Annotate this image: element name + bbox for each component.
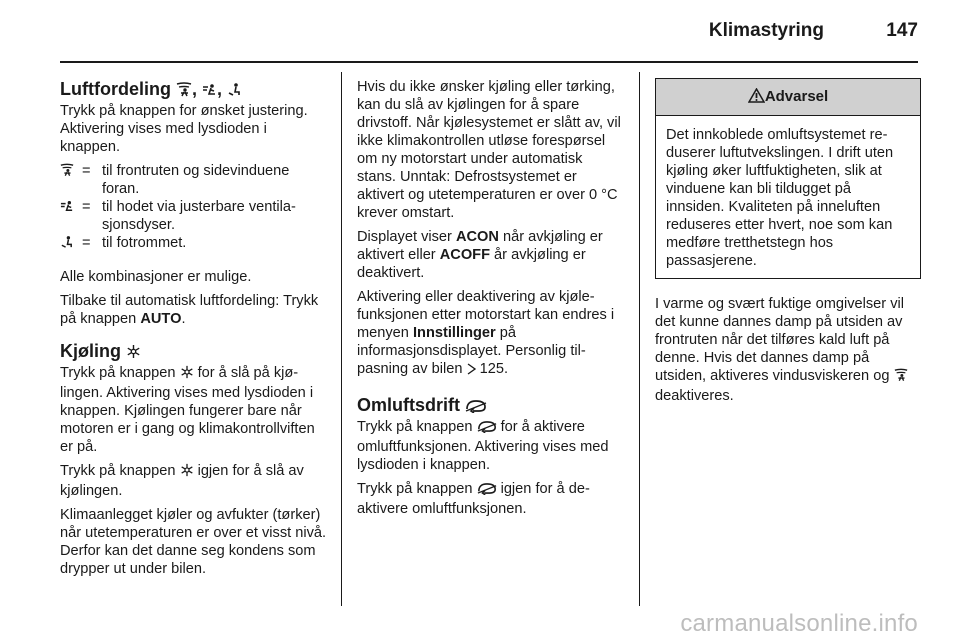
acoff-label: ACOFF	[439, 247, 490, 263]
paragraph: I varme og svært fuktige omgivelser vil det kunne dannes damp på utsiden av frontruten når det tilføres kald luft på denne. Hvis det dannes damp på utsiden, aktiveres vindusviskeren og deaktiveres.	[655, 295, 921, 405]
page-header	[0, 0, 960, 60]
paragraph: Trykk på knappen igjen for å deaktivere omluftfunksjonen.	[357, 481, 590, 517]
settings-menu-label: Innstillinger	[412, 325, 496, 341]
warning-header	[656, 79, 920, 116]
snowflake-icon	[180, 463, 194, 482]
section-heading-recirculation	[357, 394, 625, 418]
acon-label: ACON	[455, 229, 499, 245]
recirculation-icon	[477, 482, 497, 500]
footwell-airflow-icon	[60, 235, 74, 254]
option-row	[60, 234, 328, 254]
option-row	[60, 162, 328, 198]
heading-text: Luftfordeling	[60, 79, 171, 99]
head-vent-icon	[60, 199, 74, 218]
watermark: carmanualsonline.info	[680, 610, 918, 637]
heading-separator: ,	[192, 79, 198, 99]
windscreen-airflow-icon	[894, 368, 908, 387]
snowflake-icon	[180, 365, 194, 384]
column-3	[655, 78, 921, 411]
paragraph: Trykk på knappen for å aktivere omluftfunksjonen. Aktivering vises med lysdioden i knappen.	[357, 419, 609, 473]
recirculation-icon	[477, 420, 497, 438]
equals-sign: =	[82, 199, 91, 215]
column-2	[357, 78, 625, 524]
warning-box	[655, 78, 921, 279]
warning-triangle-icon	[748, 81, 765, 117]
equals-sign: =	[82, 235, 91, 251]
head-vent-icon	[202, 80, 217, 102]
paragraph: Hvis du ikke ønsker kjøling eller tørking, kan du slå av kjølingen for å spare drivstoff. Når kjølesystemet er slått av, vil ikke klimakontrollen utløse forespørsel om ny motorstart under automatisk stans. Unntak: Defrostsystemet er aktivert og utetemperaturen er over 0 °C krever omstart.	[357, 79, 621, 221]
paragraph: Klimaanlegget kjøler og avfukter (tørker) når utetemperaturen er over et visst nivå. Derfor kan det danne seg kondens som drypper ut under bilen.	[60, 507, 327, 577]
windscreen-airflow-icon	[60, 163, 74, 182]
auto-button-label: AUTO	[140, 311, 182, 327]
equals-sign: =	[82, 163, 91, 179]
heading-text: Kjøling	[60, 341, 121, 361]
paragraph: Aktivering eller deaktivering av kjølefunksjonen etter motorstart kan endres i menyen Innstillinger på informasjonsdisplayet. Personlig tilpasning av bilen 125.	[357, 288, 625, 380]
windscreen-airflow-icon	[176, 80, 192, 102]
heading-text: Omluftsdrift	[357, 395, 460, 415]
recirculation-icon	[465, 396, 487, 418]
warning-title: Advarsel	[764, 88, 829, 105]
heading-separator: ,	[217, 79, 223, 99]
paragraph: Trykk på knappen for å slå på kjølingen. Aktivering vises med lysdioden i knappen. Kjølingen fungerer bare når motoren er i gang og klimakontrollviften er på.	[60, 365, 315, 455]
column-1	[60, 78, 328, 584]
header-divider	[60, 61, 918, 63]
air-distribution-options	[60, 162, 328, 254]
snowflake-icon	[126, 342, 141, 364]
section-heading-air-distribution	[60, 78, 328, 102]
option-description: til fotrommet.	[102, 235, 187, 251]
option-description: til hodet via justerbare ventilasjonsdyser.	[102, 199, 296, 233]
option-row	[60, 198, 328, 234]
column-divider-2	[639, 72, 640, 606]
paragraph: Tilbake til automatisk luftfordeling: Trykk på knappen AUTO.	[60, 293, 319, 327]
section-heading-cooling	[60, 340, 328, 364]
footwell-airflow-icon	[227, 80, 242, 102]
column-divider-1	[341, 72, 342, 606]
paragraph: Alle kombinasjoner er mulige.	[60, 269, 252, 285]
warning-text: Det innkoblede omluftsystemet reduserer luftutvekslingen. I drift uten kjøling øker luftfuktigheten, slik at vinduene kan bli tildugget på innsiden. Kvaliteten på inneluften reduseres etter hvert, noe som kan medføre tretthetstegn hos passasjerene.	[666, 127, 894, 269]
page-reference: 125.	[479, 361, 509, 377]
chapter-title: Klimastyring	[708, 20, 824, 41]
paragraph: Displayet viser ACON når avkjøling er aktivert eller ACOFF år avkjøling er deaktivert.	[357, 229, 603, 281]
page-number: 147	[886, 20, 918, 41]
option-description: til frontruten og sidevinduene foran.	[102, 163, 290, 197]
paragraph: Trykk på knappen for ønsket justering. Aktivering vises med lysdioden i knappen.	[60, 103, 308, 155]
paragraph: Trykk på knappen igjen for å slå av kjølingen.	[60, 463, 304, 499]
page-reference-arrow-icon	[467, 362, 476, 380]
